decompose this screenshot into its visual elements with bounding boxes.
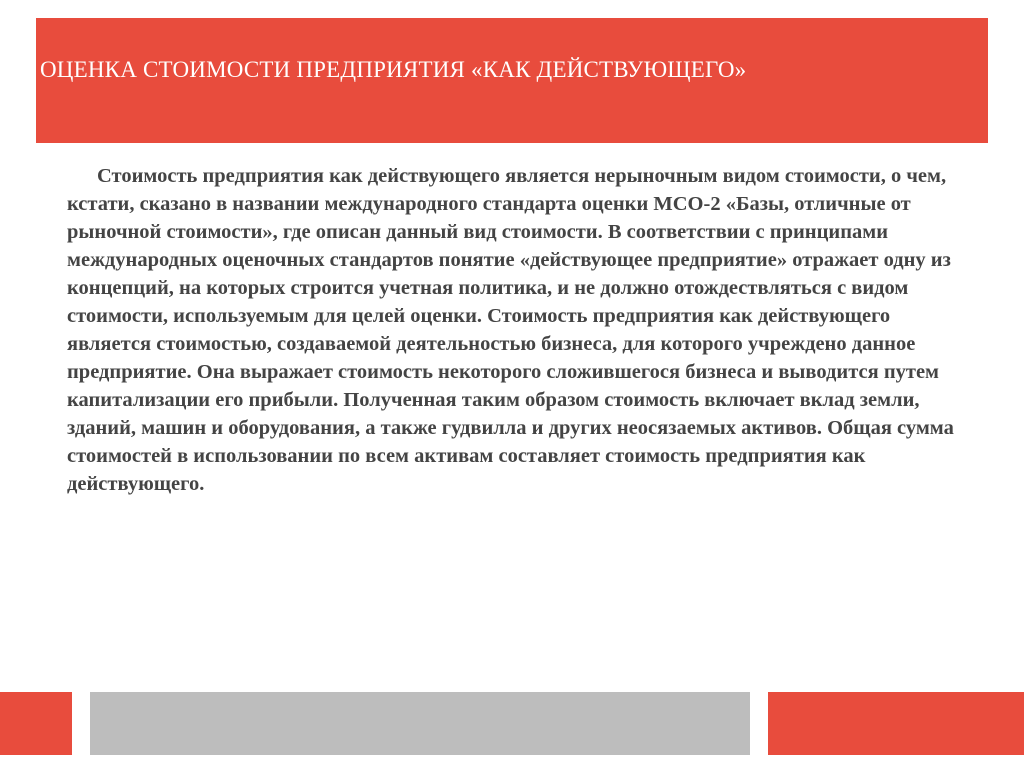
footer-accent-left (0, 692, 72, 755)
footer-bar (90, 692, 750, 755)
footer-accent-right (768, 692, 1024, 755)
slide-title: ОЦЕНКА СТОИМОСТИ ПРЕДПРИЯТИЯ «КАК ДЕЙСТВУЮЩЕГО» (40, 57, 747, 82)
body-paragraph: Стоимость предприятия как действующего является нерыночным видом стоимости, о чем, кстати, сказано в названии международного стандарта оценки МСО-2 «Базы, отличные от рыночной стоимости», где описан данный вид стоимости. В соответствии с принципами международных оценочных стандартов понятие «действующее предприятие» отражает одну из концепций, на которых строится учетная политика, и не должно отождествляться с видом стоимости, используемым для целей оценки. Стоимость предприятия как действующего является стоимостью, создаваемой деятельностью бизнеса, для которого учреждено данное предприятие. Она выражает стоимость некоторого сложившегося бизнеса и выводится путем капитализации его прибыли. Полученная таким образом стоимость включает вклад земли, зданий, машин и оборудования, а также гудвилла и других неосязаемых активов. Общая сумма стоимостей в использовании по всем активам составляет стоимость предприятия как действующего. (67, 165, 954, 495)
